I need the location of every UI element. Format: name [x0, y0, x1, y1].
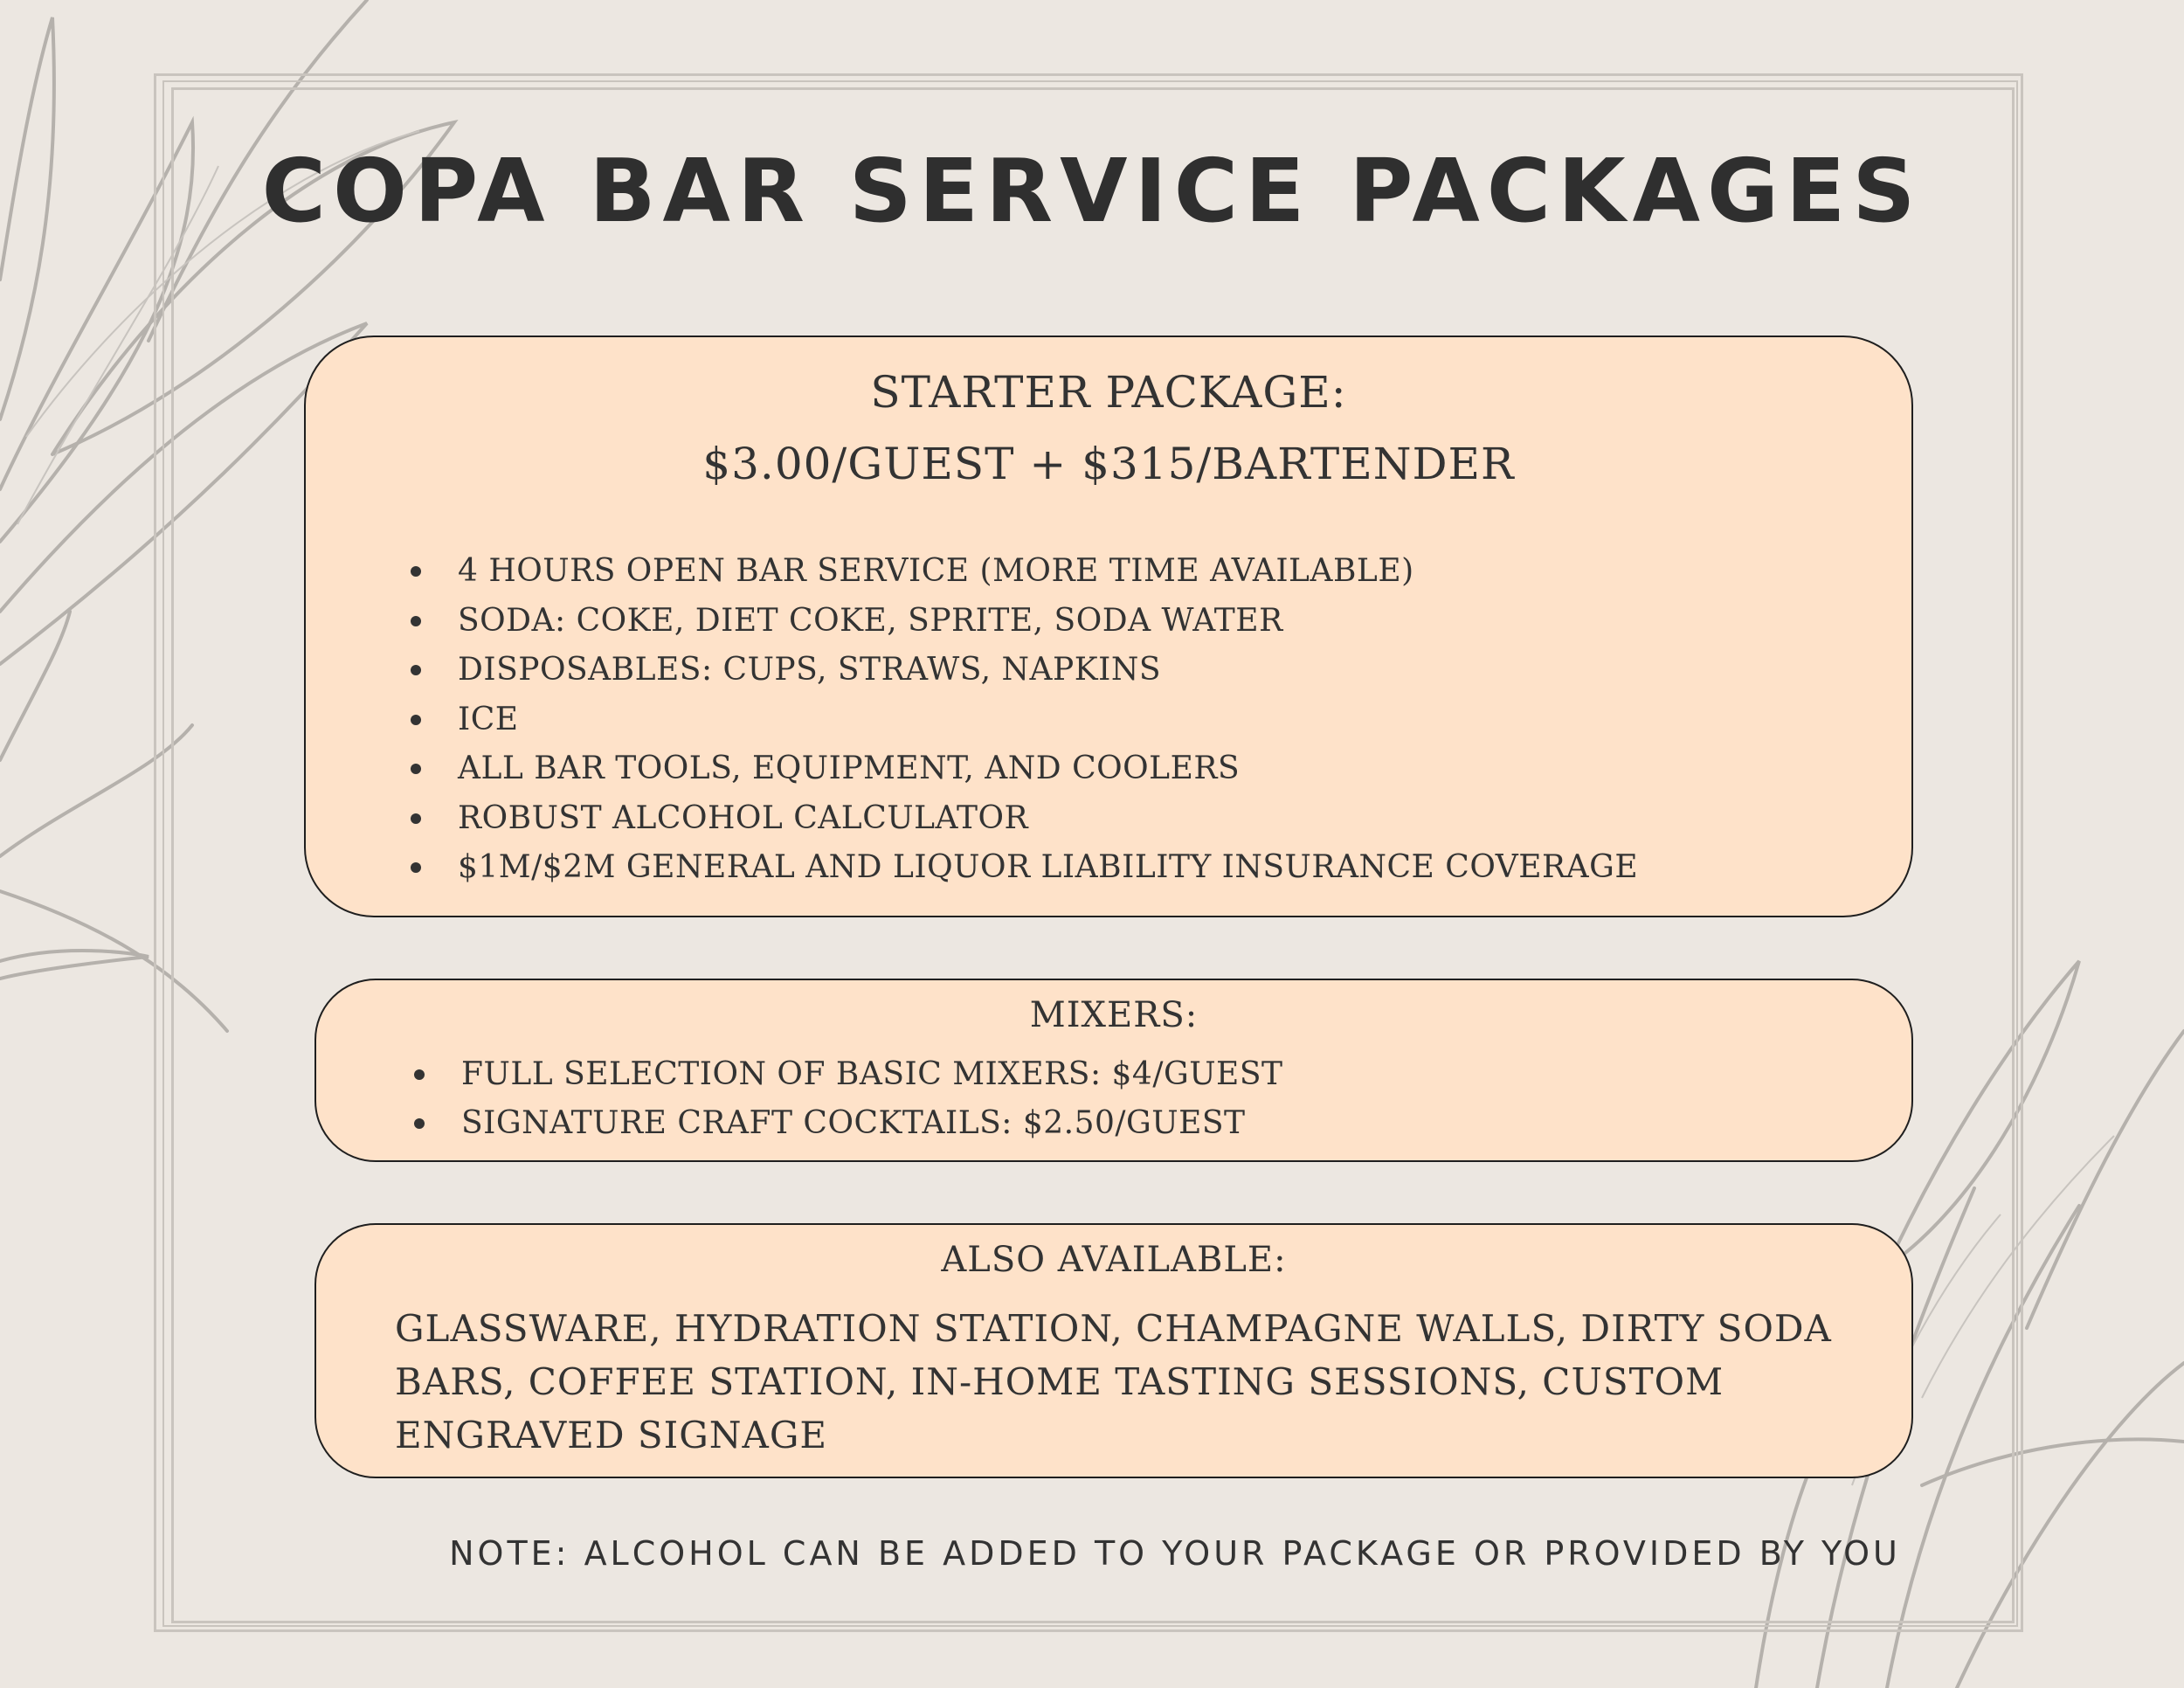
bullet-icon	[411, 665, 421, 675]
list-item: ALL BAR TOOLS, EQUIPMENT, AND COOLERS	[411, 744, 1638, 794]
alcohol-note: NOTE: ALCOHOL CAN BE ADDED TO YOUR PACKAGE OR PROVIDED BY YOU	[449, 1534, 1901, 1573]
starter-package-price: $3.00/GUEST + $315/BARTENDER	[702, 439, 1515, 489]
list-item: SIGNATURE CRAFT COCKTAILS: $2.50/GUEST	[414, 1099, 1283, 1148]
bullet-icon	[411, 862, 421, 873]
also-available-heading: ALSO AVAILABLE:	[941, 1240, 1287, 1280]
bullet-icon	[411, 813, 421, 824]
list-item: 4 HOURS OPEN BAR SERVICE (MORE TIME AVAILABLE)	[411, 547, 1638, 597]
list-item: DISPOSABLES: CUPS, STRAWS, NAPKINS	[411, 646, 1638, 695]
mixers-heading: MIXERS:	[1029, 995, 1199, 1035]
bullet-icon	[411, 715, 421, 725]
mixers-list	[414, 1050, 1283, 1148]
list-item: ICE	[411, 695, 1638, 745]
starter-package-heading: STARTER PACKAGE:	[870, 367, 1347, 418]
bullet-icon	[414, 1118, 425, 1129]
list-item: ROBUST ALCOHOL CALCULATOR	[411, 794, 1638, 844]
bullet-icon	[411, 566, 421, 577]
also-available-card	[314, 1223, 1913, 1478]
starter-package-card	[304, 336, 1913, 917]
mixers-card	[314, 979, 1913, 1162]
list-item: FULL SELECTION OF BASIC MIXERS: $4/GUEST	[414, 1050, 1283, 1099]
bullet-icon	[414, 1069, 425, 1080]
starter-package-list	[411, 547, 1638, 893]
page-title: COPA BAR SERVICE PACKAGES	[261, 140, 1923, 242]
bullet-icon	[411, 764, 421, 774]
list-item: SODA: COKE, DIET COKE, SPRITE, SODA WATER	[411, 597, 1638, 647]
bullet-icon	[411, 616, 421, 626]
list-item: $1M/$2M GENERAL AND LIQUOR LIABILITY INSURANCE COVERAGE	[411, 843, 1638, 893]
also-available-text: GLASSWARE, HYDRATION STATION, CHAMPAGNE WALLS, DIRTY SODA BARS, COFFEE STATION, IN-HOME TASTING SESSIONS, CUSTOM ENGRAVED SIGNAGE	[395, 1307, 1832, 1456]
